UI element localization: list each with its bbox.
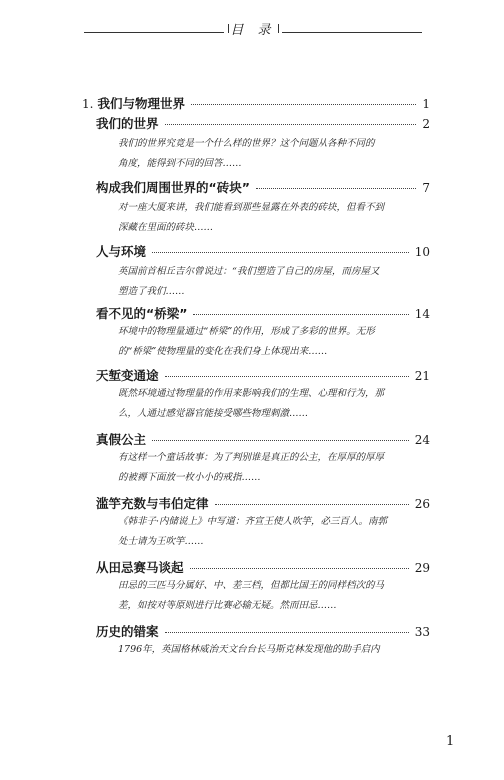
dot-leader	[191, 104, 416, 105]
dot-leader	[165, 632, 409, 633]
dot-leader	[152, 440, 409, 441]
section-entry[interactable]	[96, 366, 430, 384]
chapter-title-text: 我们与物理世界	[97, 96, 185, 111]
section-entry[interactable]	[96, 622, 430, 640]
section-summary	[118, 576, 418, 616]
dot-leader	[152, 252, 409, 253]
section-page-number: 14	[414, 307, 430, 321]
summary-line: 《韩非子·内储说上》中写道：齐宣王使人吹竽，必三百人。南郭	[118, 516, 388, 527]
summary-line: 我们的世界究竟是一个什么样的世界？这个问题从各种不同的	[118, 138, 375, 149]
summary-line: 处士请为王吹竽……	[118, 536, 204, 547]
section-page-number: 10	[414, 245, 430, 259]
section-entry[interactable]	[96, 430, 430, 448]
dot-leader	[165, 124, 417, 125]
dot-leader	[256, 188, 416, 189]
section-title: 人与环境	[96, 244, 147, 259]
summary-line: 的被褥下面放一枚小小的戒指……	[118, 472, 261, 483]
summary-line: 对一座大厦来讲，我们能看到那些显露在外表的砖块，但看不到	[118, 202, 385, 213]
section-entry[interactable]	[96, 114, 430, 132]
section-page-number: 7	[422, 181, 430, 195]
section-summary	[118, 512, 418, 552]
summary-line: 塑造了我们……	[118, 286, 185, 297]
section-page-number: 29	[414, 561, 430, 575]
chapter-page-number: 1	[422, 97, 430, 111]
dot-leader	[190, 568, 409, 569]
section-page-number: 24	[414, 433, 430, 447]
page-title: 目 录	[230, 23, 276, 38]
summary-line: 既然环境通过物理量的作用来影响我们的生理、心理和行为，那	[118, 388, 385, 399]
summary-line: 有这样一个童话故事：为了判别谁是真正的公主，在厚厚的厚厚	[118, 452, 385, 463]
summary-line: 田忌的三匹马分属好、中、差三档，但都比国王的同样档次的马	[118, 580, 385, 591]
section-title: 真假公主	[96, 432, 147, 447]
chapter-title	[82, 94, 185, 112]
summary-line: 角度，能得到不同的回答……	[118, 158, 242, 169]
section-title: 从田忌赛马谈起	[96, 560, 184, 575]
summary-line: 么，人通过感觉器官能接受哪些物理刺激……	[118, 408, 309, 419]
section-page-number: 26	[414, 497, 430, 511]
summary-line: 环境中的物理量通过“桥梁”的作用，形成了多彩的世界。无形	[118, 326, 375, 337]
header-tick-right	[278, 24, 279, 33]
section-summary	[118, 198, 418, 238]
header-rule-left	[84, 32, 224, 33]
dot-leader	[193, 314, 408, 315]
summary-line: 的“桥梁”使物理量的变化在我们身上体现出来……	[118, 346, 328, 357]
section-title: 滥竽充数与韦伯定律	[96, 496, 209, 511]
section-summary	[118, 322, 418, 362]
section-page-number: 2	[422, 117, 430, 131]
section-summary	[118, 448, 418, 488]
section-title: 我们的世界	[96, 116, 159, 131]
section-title: 历史的错案	[96, 624, 159, 639]
section-summary	[118, 134, 418, 174]
chapter-entry[interactable]	[82, 94, 430, 112]
summary-line: 深藏在里面的砖块……	[118, 222, 214, 233]
section-summary	[118, 262, 418, 302]
section-entry[interactable]	[96, 242, 430, 260]
section-entry[interactable]	[96, 304, 430, 322]
section-entry[interactable]	[96, 494, 430, 512]
dot-leader	[165, 376, 409, 377]
section-entry[interactable]	[96, 558, 430, 576]
chapter-number: 1.	[82, 97, 94, 111]
section-entry[interactable]	[96, 178, 430, 196]
dot-leader	[215, 504, 409, 505]
section-title: 构成我们周围世界的“砖块”	[96, 180, 250, 195]
section-summary	[118, 640, 418, 660]
summary-line: 1796年，英国格林威治天文台台长马斯克林发现他的助手启内	[118, 644, 380, 655]
header-rule-right	[282, 32, 422, 33]
summary-line: 英国前首相丘吉尔曾说过：“我们塑造了自己的房屋，而房屋又	[118, 266, 380, 277]
page-number-folio: 1	[446, 734, 455, 749]
summary-line: 差，如按对等原则进行比赛必输无疑。然而田忌……	[118, 600, 337, 611]
section-title: 天堑变通途	[96, 368, 159, 383]
section-title: 看不见的“桥梁”	[96, 306, 188, 321]
section-page-number: 21	[414, 369, 430, 383]
section-summary	[118, 384, 418, 424]
section-page-number: 33	[414, 625, 430, 639]
